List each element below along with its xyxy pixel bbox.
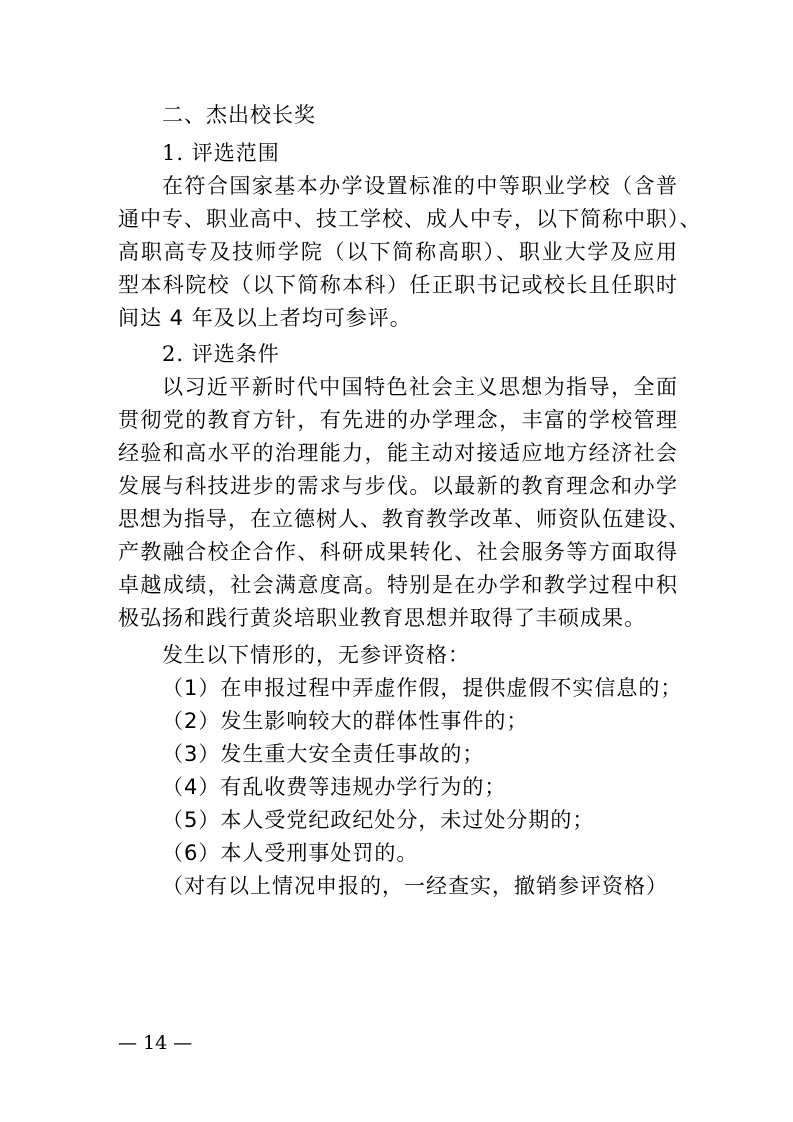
page-number: — 14 — [118,1032,193,1054]
scope-line-4: 型本科院校（以下简称本科）任正职书记或校长且任职时 [118,273,678,297]
disqualification-item-4: （4）有乱收费等违规办学行为的； [162,775,507,799]
disqualification-intro: 发生以下情形的，无参评资格： [162,643,470,667]
disqualification-item-2: （2）发生影响较大的群体性事件的； [162,709,529,733]
disqualification-item-3: （3）发生重大安全责任事故的； [162,742,485,766]
scope-line-1: 在符合国家基本办学设置标准的中等职业学校（含普 [162,174,678,198]
scope-title: 1. 评选范围 [162,141,280,165]
disqualification-item-6: （6）本人受刑事处罚的。 [162,841,419,865]
scope-line-3: 高职高专及技师学院（以下简称高职）、职业大学及应用 [118,240,678,264]
conditions-line-4: 发展与科技进步的需求与步伐。以最新的教育理念和办学 [118,474,678,498]
scope-line-2: 通中专、职业高中、技工学校、成人中专，以下简称中职）、 [118,207,702,231]
scope-line-5: 间达 4 年及以上者均可参评。 [118,306,412,330]
disqualification-item-1: （1）在申报过程中弄虚作假，提供虚假不实信息的； [162,676,683,700]
conditions-line-2: 贯彻党的教育方针，有先进的办学理念，丰富的学校管理 [118,408,678,432]
conditions-line-1: 以习近平新时代中国特色社会主义思想为指导，全面 [162,375,678,399]
conditions-line-6: 产教融合校企合作、科研成果转化、社会服务等方面取得 [118,540,678,564]
conditions-title: 2. 评选条件 [162,342,280,366]
disqualification-item-5: （5）本人受党纪政纪处分，未过处分期的； [162,808,595,832]
conditions-line-5: 思想为指导，在立德树人、教育教学改革、师资队伍建设、 [118,507,690,531]
conditions-line-8: 极弘扬和践行黄炎培职业教育思想并取得了丰硕成果。 [118,606,646,630]
section-heading: 二、杰出校长奖 [162,103,316,127]
conditions-line-3: 经验和高水平的治理能力，能主动对接适应地方经济社会 [118,441,678,465]
conditions-line-7: 卓越成绩，社会满意度高。特别是在办学和教学过程中积 [118,573,678,597]
disqualification-note: （对有以上情况申报的，一经查实，撤销参评资格） [162,874,668,898]
